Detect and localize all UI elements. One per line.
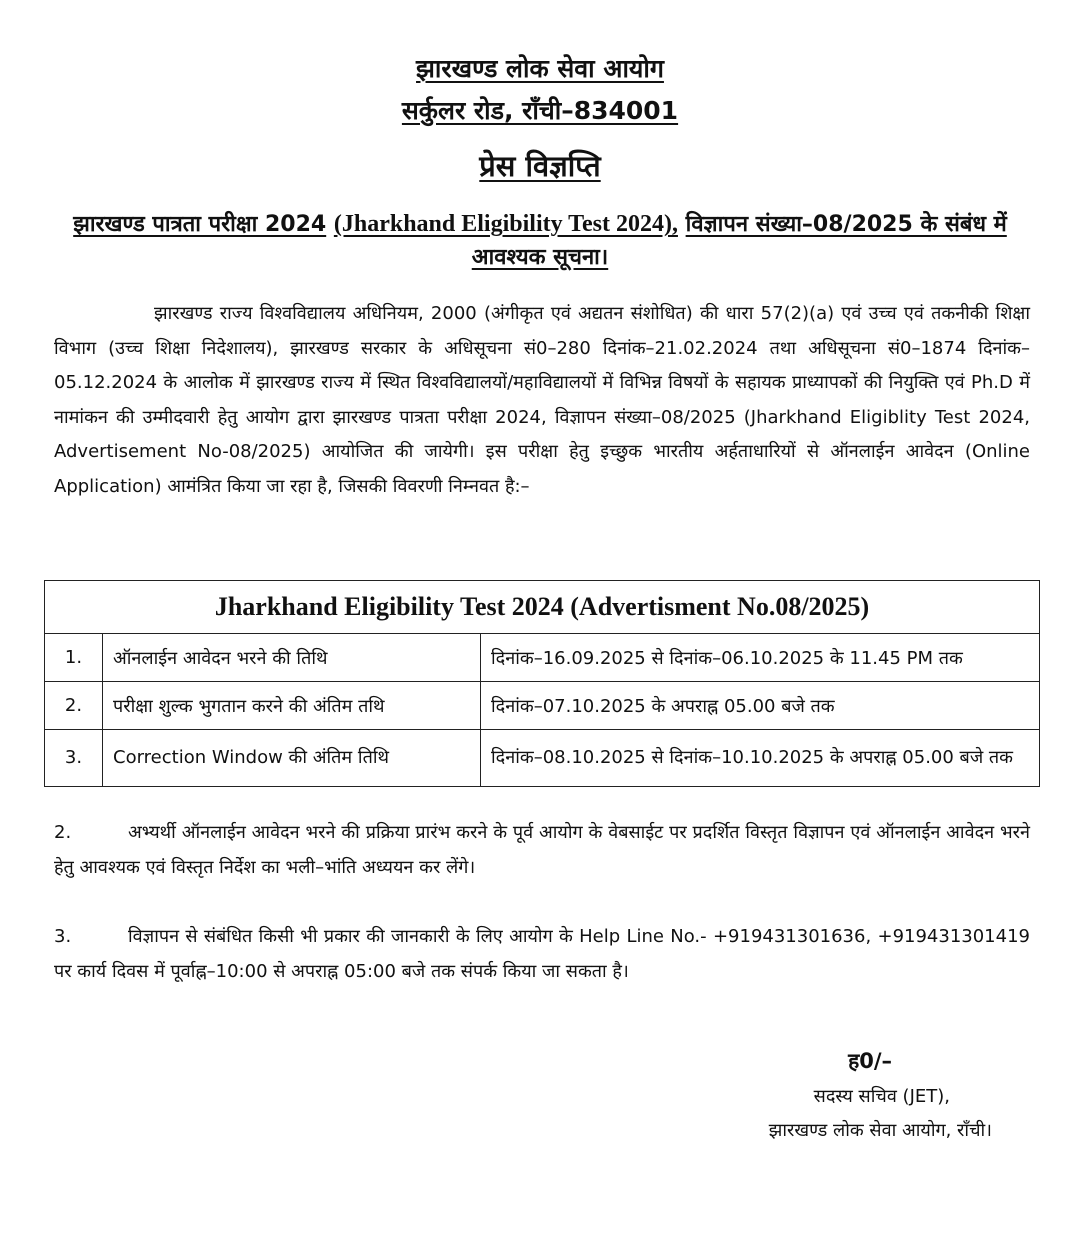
schedule-table (44, 580, 1040, 787)
row-event: Correction Window की अंतिम तिथि (103, 730, 481, 787)
row-date: दिनांक–07.10.2025 के अपराह्न 05.00 बजे तक (481, 682, 1040, 730)
table-row (45, 634, 1040, 682)
signatory-designation: सदस्य सचिव (JET), (813, 1086, 950, 1107)
point-number: 2. (54, 822, 72, 843)
subject-line (60, 208, 1020, 274)
intro-paragraph: झारखण्ड राज्य विश्वविद्यालय अधिनियम, 2000 (अंगीकृत एवं अद्यतन संशोधित) की धारा 57(2)(a) एवं उच्च एवं तकनीकी शिक्षा विभाग (उच्च शिक्षा निदेशालय), झारखण्ड सरकार के अधिसूचना सं0–280 दिनांक–21.02.2024 तथा अधिसूचना सं0–1874 दिनांक–05.12.2024 के आलोक में झारखण्ड राज्य में स्थित विश्वविद्यालयों/महाविद्यालयों में विभिन्न विषयों के सहायक प्राध्यापकों की नियुक्ति एवं Ph.D में नामांकन की उम्मीदवारी हेतु आयोग द्वारा झारखण्ड पात्रता परीक्षा 2024, विज्ञापन संख्या–08/2025 (Jharkhand Eligiblity Test 2024, Advertisement No-08/2025) आयोजित की जायेगी। इस परीक्षा हेतु इच्छुक भारतीय अर्हताधारियों से ऑनलाईन आवेदन (Online Application) आमंत्रित किया जा रहा है, जिसकी विवरणी निम्नवत है:– (54, 303, 1030, 497)
schedule-table-title: Jharkhand Eligibility Test 2024 (Advertisment No.08/2025) (45, 581, 1040, 634)
subject-hindi-prefix: झारखण्ड पात्रता परीक्षा 2024 (73, 212, 327, 237)
row-serial-number: 3. (45, 730, 103, 787)
signature-mark: ह0/– (848, 1049, 892, 1073)
signatory-office: झारखण्ड लोक सेवा आयोग, राँची। (768, 1120, 992, 1141)
organization-address: सर्कुलर रोड, राँची–834001 (401, 96, 679, 125)
point-number: 3. (54, 926, 72, 947)
instruction-point-2 (54, 816, 1030, 885)
notice-type-heading: प्रेस विज्ञप्ति (479, 149, 601, 183)
subject-english-title: (Jharkhand Eligibility Test 2024), (333, 211, 678, 237)
point-text: अभ्यर्थी ऑनलाईन आवेदन भरने की प्रक्रिया प्रारंभ करने के पूर्व आयोग के वेबसाईट पर प्रदर्शित विस्तृत विज्ञापन एवं ऑनलाईन आवेदन भरने हेतु आवश्यक एवं विस्तृत निर्देश का भली–भांति अध्ययन कर लेंगे। (54, 822, 1030, 878)
row-date: दिनांक–08.10.2025 से दिनांक–10.10.2025 के अपराह्न 05.00 बजे तक (481, 730, 1040, 787)
subject-hindi-suffix: विज्ञापन संख्या–08/2025 के संबंध में आवश्यक सूचना। (471, 212, 1007, 270)
schedule-table-header (45, 581, 1040, 634)
row-event: ऑनलाईन आवेदन भरने की तिथि (103, 634, 481, 682)
instruction-point-3 (54, 920, 1030, 989)
table-row (45, 682, 1040, 730)
row-serial-number: 2. (45, 682, 103, 730)
row-date: दिनांक–16.09.2025 से दिनांक–06.10.2025 के 11.45 PM तक (481, 634, 1040, 682)
organization-name: झारखण्ड लोक सेवा आयोग (416, 54, 664, 83)
table-row (45, 730, 1040, 787)
row-serial-number: 1. (45, 634, 103, 682)
row-event: परीक्षा शुल्क भुगतान करने की अंतिम तथि (103, 682, 481, 730)
point-text: विज्ञापन से संबंधित किसी भी प्रकार की जानकारी के लिए आयोग के Help Line No.- +919431301636, +919431301419 पर कार्य दिवस में पूर्वाह्न–10:00 से अपराह्न 05:00 बजे तक संपर्क किया जा सकता है। (54, 926, 1030, 982)
